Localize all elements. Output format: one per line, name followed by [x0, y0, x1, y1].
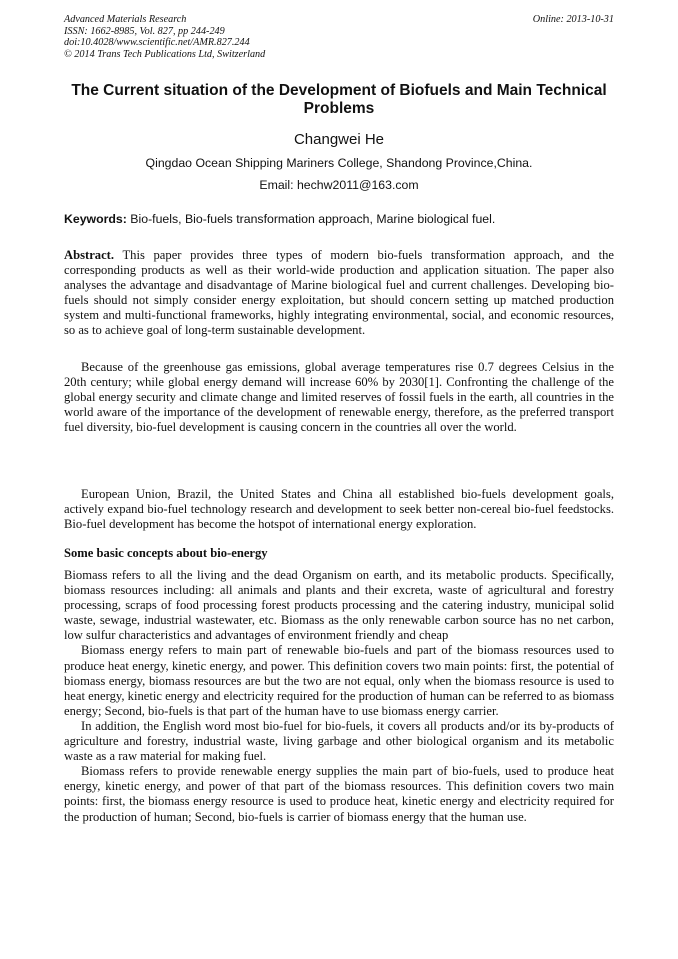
copyright-line: © 2014 Trans Tech Publications Ltd, Switzerland	[64, 48, 266, 60]
abstract-text: This paper provides three types of modern bio-fuels transformation approach, and the corresponding products as well as their world-wide production and application situation. The paper also analyses the advantage and disadvantage of Marine biological fuel and current challenges. Developing bio-fuels should not simply consider energy exploitation, but should concern setting up matched production system and multi-functional frameworks, highly integrating environmental, social, and economic resources, so as to achieve goal of long-term sustainable development.	[64, 248, 614, 338]
intro-paragraph-1	[64, 360, 614, 435]
paragraph-text: European Union, Brazil, the United States and China all established bio-fuels development goals, actively expand bio-fuel technology research and development to seek better non-cereal bio-fuel feedstocks. Bio-fuel development has become the hotspot of international energy exploration.	[64, 487, 614, 532]
section-body	[64, 568, 614, 825]
journal-header	[64, 14, 614, 60]
paper-title: The Current situation of the Development of Biofuels and Main Technical Problems	[71, 82, 607, 117]
paragraph-text: Because of the greenhouse gas emissions, global average temperatures rise 0.7 degrees Celsius in the 20th century; while global energy demand will increase 60% by 2030[1]. Confronting the challenge of the global energy security and climate change and limited reserves of fossil fuels in the earth, all countries in the world aware of the importance of the development of renewable energy, therefore, as the preferred transport fuel diversity, bio-fuel development is causing concern in the countries all over the world.	[64, 360, 614, 435]
online-date: Online: 2013-10-31	[532, 14, 614, 25]
section-paragraph-1: Biomass refers to all the living and the dead Organism on earth, and its metabolic products. Specifically, biomass resources including: all animals and plants and their excreta, waste of agricultural and forestry processing, scraps of food processing forest products processing and the catering industry, municipal solid waste, sewage, industrial wastewater, etc. Biomass as the only renewable carbon source has no net carbon, low sulfur characteristics and advantages of environment friendly and cheap	[64, 568, 614, 643]
doi-line: doi:10.4028/www.scientific.net/AMR.827.244	[64, 37, 250, 48]
author-affiliation: Qingdao Ocean Shipping Mariners College, Shandong Province,China.	[145, 156, 533, 170]
keywords	[64, 212, 614, 227]
journal-name: Advanced Materials Research	[64, 14, 187, 25]
author-name: Changwei He	[293, 131, 385, 148]
keywords-text: Bio-fuels, Bio-fuels transformation approach, Marine biological fuel.	[126, 212, 496, 226]
section-paragraph-4: Biomass refers to provide renewable energy supplies the main part of bio-fuels, used to produce heat energy, kinetic energy, and power of that part of the biomass resources. This definition covers two main points: first, the biomass energy resource is used to produce heat, kinetic energy and electricity required for the production of human; Second, bio-fuels is carrier of biomass energy that the human use.	[64, 764, 614, 824]
intro-paragraph-2	[64, 487, 614, 532]
issn-line: ISSN: 1662-8985, Vol. 827, pp 244-249	[64, 25, 225, 37]
abstract-label: Abstract.	[64, 248, 115, 262]
author-email: Email: hechw2011@163.com	[259, 178, 419, 192]
abstract	[64, 248, 614, 339]
section-paragraph-2: Biomass energy refers to main part of renewable bio-fuels and part of the biomass resources used to produce heat energy, kinetic energy, and power. This definition covers two main points: first, the potential of biomass energy, biomass resources are but the two are not equal, only when the biomass resource is used to heat energy, kinetic energy and electricity required for the production of human can be referred to as biomass energy; Second, bio-fuels is that part of the human have to use biomass energy carrier.	[64, 643, 614, 718]
section-paragraph-3: In addition, the English word most bio-fuel for bio-fuels, it covers all products and/or its by-products of agriculture and forestry, industrial waste, living garbage and other biological organism and its metabolic waste as a raw material for making fuel.	[64, 718, 614, 764]
section-heading: Some basic concepts about bio-energy	[64, 546, 268, 560]
keywords-label: Keywords:	[64, 212, 127, 226]
